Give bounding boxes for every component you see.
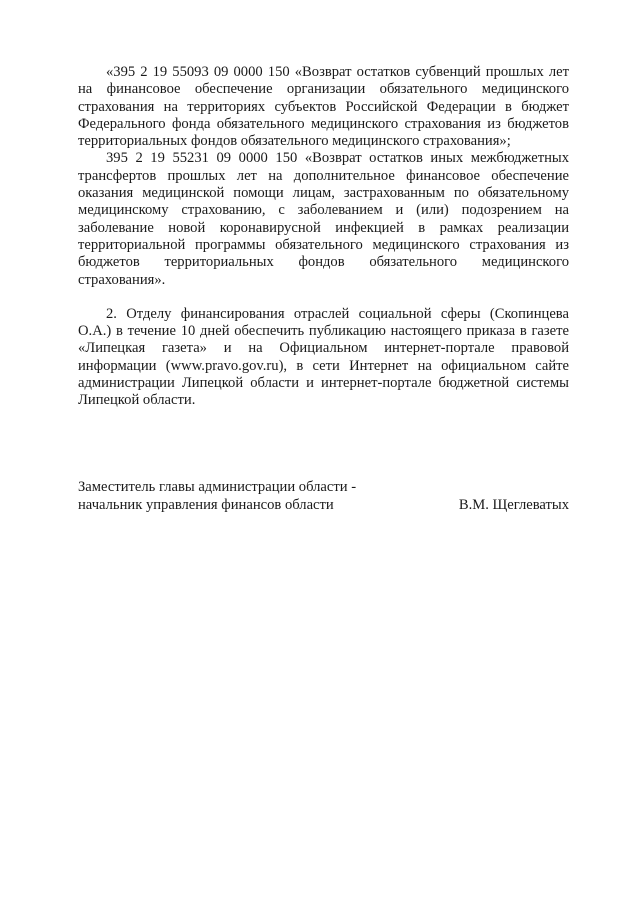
signature-position-1: Заместитель главы администрации области - xyxy=(78,479,357,495)
signature-block xyxy=(78,479,569,514)
signature-title-line-2 xyxy=(78,497,569,515)
paragraph-item-2: 2. Отделу финансирования отраслей социальной сферы (Скопинцева О.А.) в течение 10 дней обеспечить публикацию настоящего приказа в газете «Липецкая газета» и на Официальном интернет-портале правовой информации (www.pravo.gov.ru), в сети Интернет на официальном сайте администрации Липецкой области и интернет-портале бюджетной системы Липецкой области. xyxy=(78,305,569,409)
signature-title-line-1 xyxy=(78,479,569,497)
signatory-name: В.М. Щеглеватых xyxy=(458,496,569,513)
paragraph-code-55093: «395 2 19 55093 09 0000 150 «Возврат остатков субвенций прошлых лет на финансовое обеспечение организации обязательного медицинского страхования на территориях субъектов Российской Федерации в бюджет Федерального фонда обязательного медицинского страхования из бюджетов территориальных фондов обязательного медицинского страхования»; xyxy=(78,64,569,150)
document-body xyxy=(78,64,569,410)
paragraph-code-55231: 395 2 19 55231 09 0000 150 «Возврат остатков иных межбюджетных трансфертов прошлых лет на дополнительное финансовое обеспечение оказания медицинской помощи лицам, застрахованным по обязательному медицинскому страхованию, с заболеванием и (или) подозрением на заболевание новой коронавирусной инфекцией в рамках реализации территориальной программы обязательного медицинского страхования из бюджетов территориальных фондов обязательного медицинского страхования». xyxy=(78,150,569,288)
signature-position-2: начальник управления финансов области xyxy=(78,496,334,513)
